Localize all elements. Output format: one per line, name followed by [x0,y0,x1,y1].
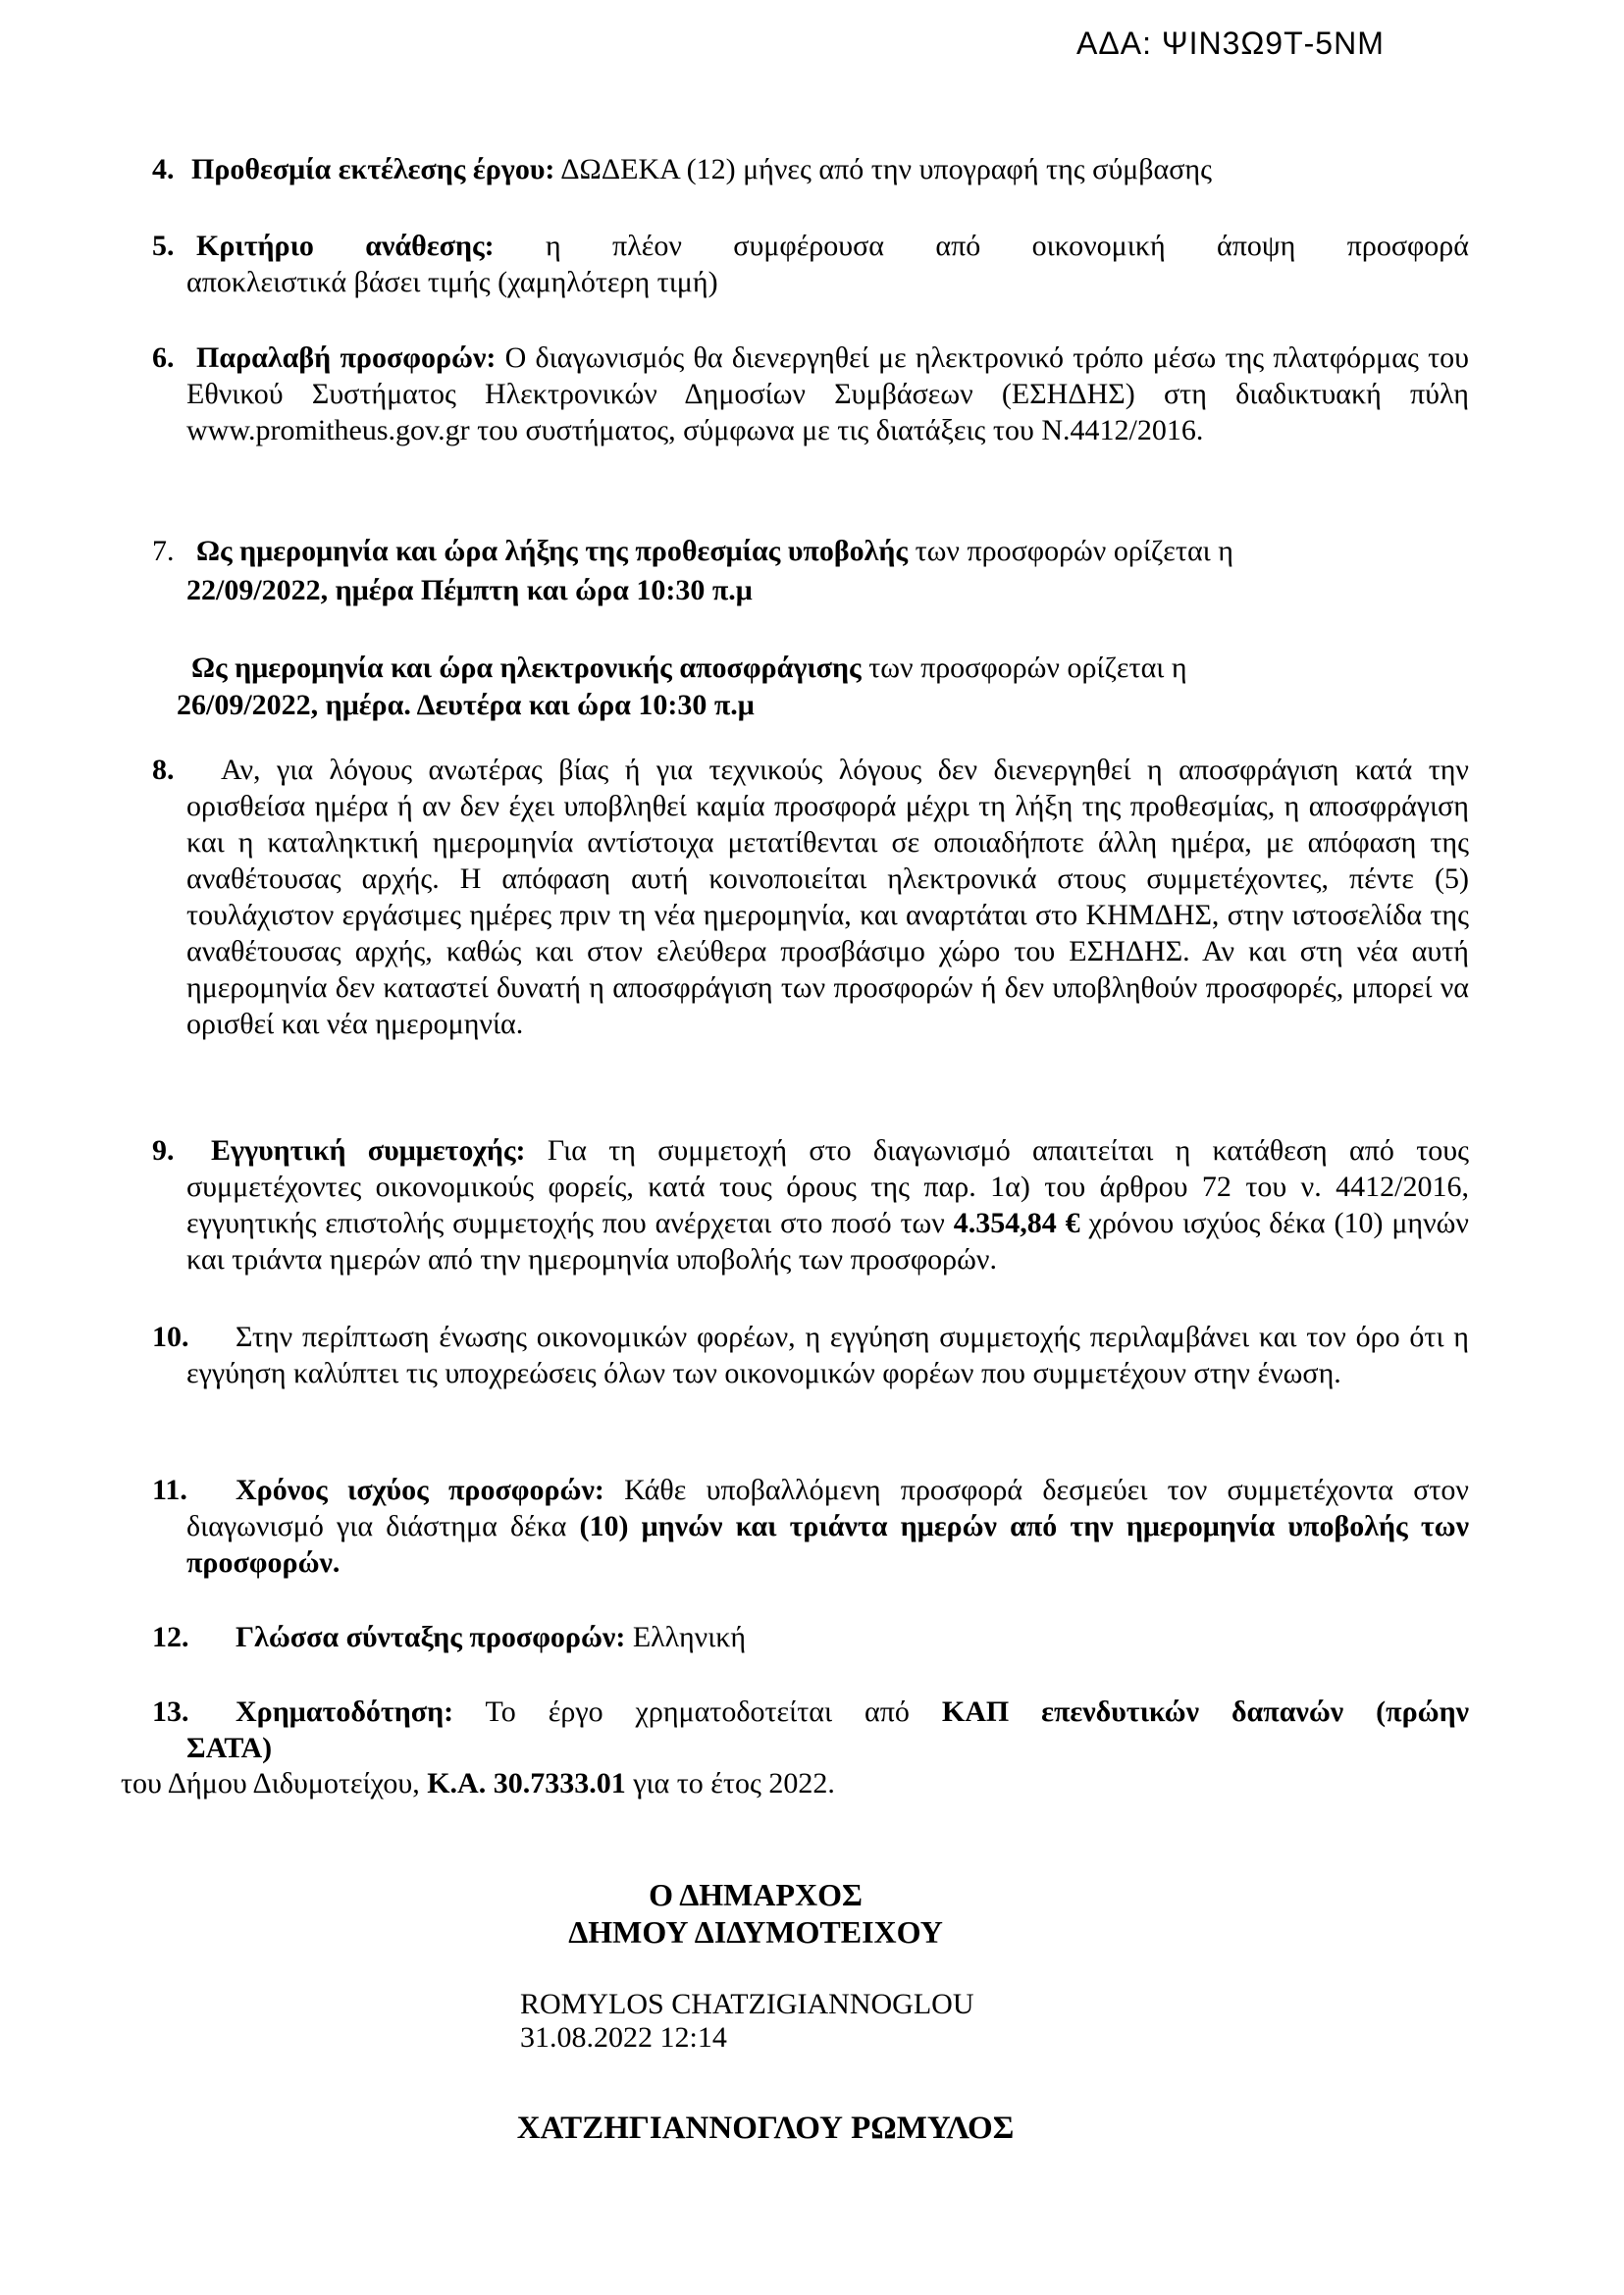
unsealing-date: 26/09/2022, ημέρα. Δευτέρα και ώρα 10:30 π.μ [177,689,755,721]
item-text: χρόνου ισχύος δέκα (10) μηνών και τριάντα ημερών από την ημερομηνία υποβολής των προσφορών. [186,1207,1469,1276]
item-text: Για τη συμμετοχή στο διαγωνισμό απαιτείται η κατάθεση από τους συμμετέχοντες οικονομικούς φορείς, κατά τους όρους της παρ. 1α) του άρθρου 72 του ν. 4412/2016, εγγυητικής επιστολής συμμετοχής που ανέρχεται στο ποσό των [186,1134,1469,1239]
list-item-5 [152,228,1469,300]
list-item-4 [152,151,1469,187]
item-label: Χρηματοδότηση: [236,1695,454,1728]
item-text: για το έτος 2022. [625,1767,835,1799]
signer-full-name: ΧΑΤΖΗΓΙΑΝΝΟΓΛΟΥ ΡΩΜΥΛΟΣ [516,2111,1015,2146]
item-number: 4. [152,153,175,185]
item-line-1 [152,1694,1470,1730]
item-line-2: ΣΑΤΑ) [186,1732,273,1764]
signer-municipality: ΔΗΜΟΥ ΔΙΔΥΜΟΤΕΙΧΟΥ [568,1914,943,1950]
item-bold-text: Ως ημερομηνία και ώρα λήξης της προθεσμίας υποβολής [196,535,909,567]
budget-code: Κ.Α. 30.7333.01 [427,1767,626,1799]
ada-code: ΑΔΑ: ΨΙΝ3Ω9Τ-5ΝΜ [1076,26,1385,61]
item-text: ΔΩΔΕΚΑ (12) μήνες από την υπογραφή της σύμβασης [554,153,1212,185]
list-item-13 [152,1694,1469,1766]
funding-detail-line [121,1765,1475,1801]
item-line-1 [152,228,1469,264]
digital-signature-stamp [520,1988,973,2055]
item-bold-text: (10) μηνών και τριάντα ημερών από την ημερομηνία υποβολής των προσφορών. [186,1510,1470,1579]
list-item-7 [152,532,1469,610]
item-number: 5. [152,230,175,262]
list-item-6 [152,339,1469,448]
item-text: των προσφορών ορίζεται η [908,535,1233,567]
signature-title-block [442,1876,1070,1951]
list-item-8 [152,752,1469,1042]
list-item-11 [152,1472,1469,1581]
item-label: Χρόνος ισχύος προσφορών: [236,1474,604,1506]
item-number: 10. [152,1321,189,1353]
item-text: Κάθε υποβαλλόμενη προσφορά δεσμεύει τον συμμετέχοντα στον διαγωνισμό για διάστημα δέκα [186,1474,1469,1542]
signer-role: Ο ΔΗΜΑΡΧΟΣ [649,1877,863,1912]
item-number: 6. [152,341,175,374]
list-item-10 [152,1319,1469,1391]
item-text: του Δήμου Διδυμοτείχου, [121,1767,428,1799]
stamp-datetime: 31.08.2022 12:14 [520,2021,727,2054]
item-number: 9. [152,1134,175,1167]
item-text: Αν, για λόγους ανωτέρας βίας ή για τεχνικούς λόγους δεν διενεργηθεί η αποσφράγιση κατά την ορισθείσα ημέρα ή αν δεν έχει υποβληθεί καμία προσφορά μέχρι τη λήξη της προθεσμίας, η αποσφράγιση και η καταληκτική ημερομηνία αντίστοιχα μετατίθενται σε οποιαδήποτε άλλη ημέρα, με απόφαση της αναθέτουσας αρχής. Η απόφαση αυτή κοινοποιείται ηλεκτρονικά στους συμμετέχοντες, πέντε (5) τουλάχιστον εργάσιμες ημέρες πριν τη νέα ημερομηνία, και αναρτάται στο ΚΗΜΔΗΣ, στην ιστοσελίδα της αναθέτουσας αρχής, καθώς και στον ελεύθερα προσβάσιμο χώρο του ΕΣΗΔΗΣ. Αν και στη νέα αυτή ημερομηνία δεν καταστεί δυνατή η αποσφράγιση των προσφορών ή δεν υποβληθούν προσφορές, μπορεί να ορισθεί και νέα ημερομηνία. [186,754,1469,1040]
item-label: Γλώσσα σύνταξης προσφορών: [236,1621,626,1653]
list-item-12 [152,1619,1469,1655]
item-text: Το έργο χρηματοδοτείται από [453,1695,942,1728]
item-text: Ελληνική [625,1621,747,1653]
item-number: 11. [152,1474,187,1506]
item-line-2: αποκλειστικά βάσει τιμής (χαμηλότερη τιμή) [186,266,718,298]
item-number: 8. [152,754,175,786]
item-text: η πλέον συμφέρουσα από οικονομική άποψη προσφορά [494,230,1469,262]
item-number: 13. [152,1695,189,1728]
funding-source: ΚΑΠ επενδυτικών δαπανών (πρώην [941,1695,1470,1728]
item-label: Προθεσμία εκτέλεσης έργου: [191,153,555,185]
item-label: Παραλαβή προσφορών: [196,341,497,374]
item-bold-text: Ως ημερομηνία και ώρα ηλεκτρονικής αποσφράγισης [191,652,862,684]
list-item-9 [152,1132,1469,1278]
item-label: Εγγυητική συμμετοχής: [211,1134,526,1167]
item-number: 7. [152,535,175,567]
item-text: Ο διαγωνισμός θα διενεργηθεί με ηλεκτρονικό τρόπο μέσω της πλατφόρμας του Εθνικού Συστήματος Ηλεκτρονικών Δημοσίων Συμβάσεων (ΕΣΗΔΗΣ) στη διαδικτυακή πύλη www.promitheus.gov.gr του συστήματος, σύμφωνα με τις διατάξεις του Ν.4412/2016. [186,341,1469,446]
item-text: των προσφορών ορίζεται η [861,652,1187,684]
list-item-7-unsealing [177,650,1459,724]
item-text: Στην περίπτωση ένωσης οικονομικών φορέων, η εγγύηση συμμετοχής περιλαμβάνει και τον όρο ότι η εγγύηση καλύπτει τις υποχρεώσεις όλων των οικονομικών φορέων που συμμετέχουν στην ένωση. [186,1321,1469,1389]
stamp-name: ROMYLOS CHATZIGIANNOGLOU [520,1988,974,2020]
deadline-date: 22/09/2022, ημέρα Πέμπτη και ώρα 10:30 π.μ [186,574,753,606]
guarantee-amount: 4.354,84 € [953,1207,1080,1239]
item-number: 12. [152,1621,189,1653]
item-label: Κριτήριο ανάθεσης: [196,230,495,262]
